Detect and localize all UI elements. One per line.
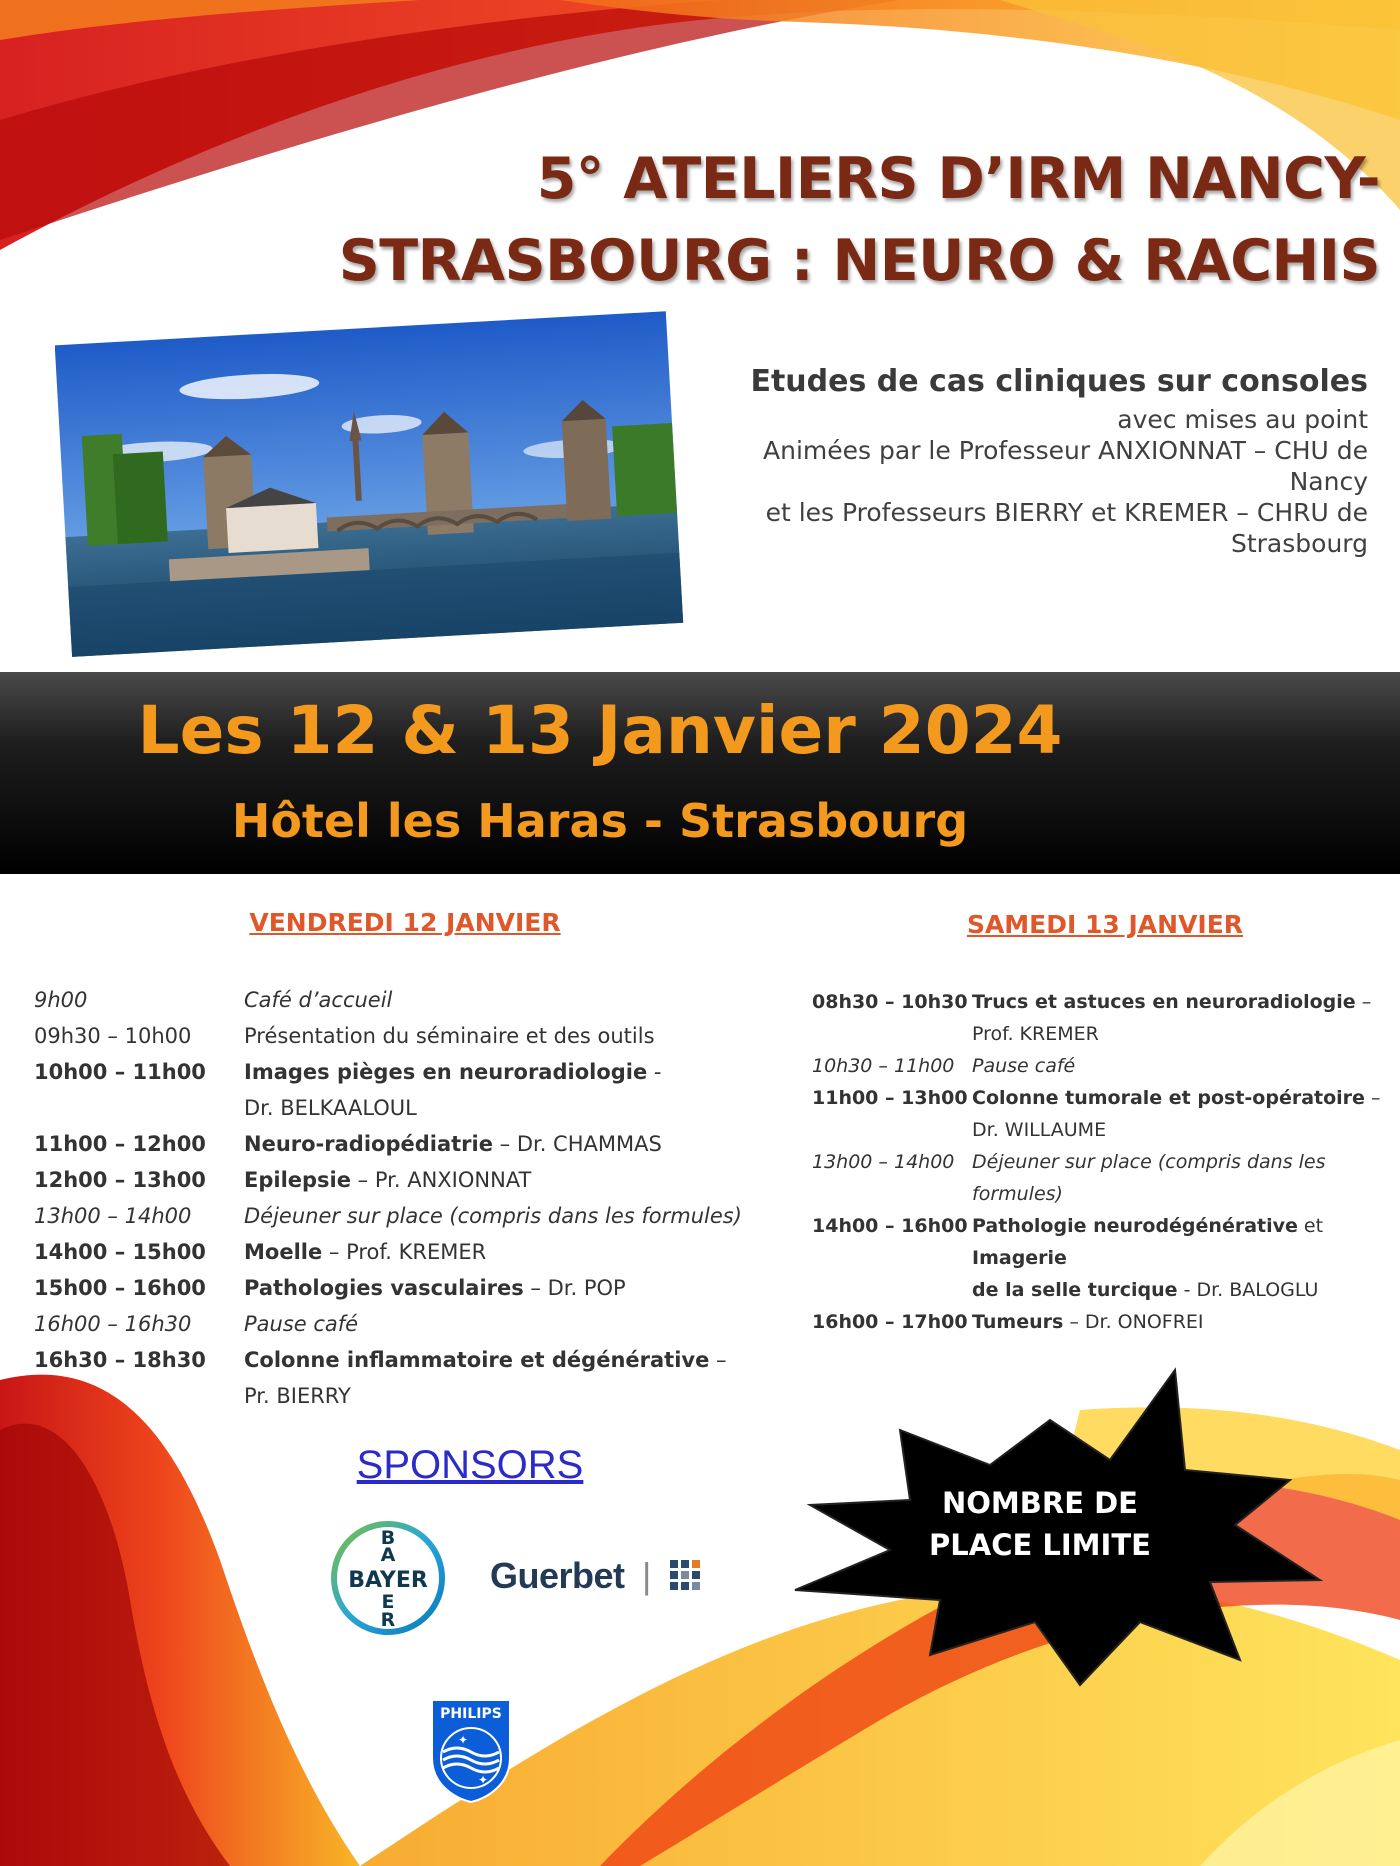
session-speaker: Prof. KREMER [972, 1023, 1099, 1045]
info-block [700, 362, 1368, 559]
info-line-2: Animées par le Professeur ANXIONNAT – CHU de [763, 436, 1368, 465]
session-speaker: – Dr. ONOFREI [1063, 1311, 1204, 1333]
badge-line-2: PLACE LIMITE [929, 1528, 1151, 1562]
time-cell: 09h30 – 10h00 [34, 1024, 192, 1048]
info-line-5: Strasbourg [1230, 529, 1368, 558]
session-title: Pause café [244, 1312, 359, 1336]
time-cell: 11h00 – 13h00 [812, 1087, 968, 1109]
session-title: Colonne inflammatoire et dégénérative [244, 1348, 710, 1372]
table-row [34, 1270, 774, 1306]
info-heading: Etudes de cas cliniques sur consoles [750, 364, 1368, 399]
table-row [812, 1082, 1392, 1146]
session-title: Pathologie neurodégénérative [972, 1215, 1298, 1237]
session-speaker: – Pr. ANXIONNAT [351, 1168, 532, 1192]
session-speaker: - [647, 1060, 662, 1084]
saturday-heading: SAMEDI 13 JANVIER [966, 910, 1244, 939]
sponsors-heading: SPONSORS [356, 1443, 584, 1487]
session-speaker: – Prof. KREMER [322, 1240, 487, 1264]
svg-text:✦: ✦ [478, 1773, 489, 1787]
title-line-1: 5° ATELIERS D’IRM NANCY- [536, 146, 1380, 212]
bayer-logo [330, 1520, 446, 1636]
table-row [34, 982, 774, 1018]
info-line-1: avec mises au point [1117, 405, 1368, 434]
session-speaker: – Dr. CHAMMAS [492, 1132, 662, 1156]
event-date: Les 12 & 13 Janvier 2024 [137, 692, 1063, 769]
time-cell: 14h00 – 16h00 [812, 1215, 968, 1237]
time-cell: 16h00 – 16h30 [34, 1312, 192, 1336]
table-row [812, 1050, 1392, 1082]
time-cell: 16h30 – 18h30 [34, 1348, 206, 1372]
table-row [34, 1342, 774, 1414]
friday-schedule [34, 982, 774, 1414]
info-line-4: et les Professeurs BIERRY et KREMER – CHRU de [765, 498, 1368, 527]
time-cell: 13h00 – 14h00 [34, 1204, 192, 1228]
time-cell: 10h30 – 11h00 [812, 1055, 955, 1077]
saturday-schedule [812, 986, 1392, 1338]
bayer-wordmark: BAYER [348, 1568, 428, 1593]
table-row [34, 1018, 774, 1054]
session-title: Tumeurs [972, 1311, 1064, 1333]
page-title [280, 138, 1380, 302]
table-row [34, 1162, 774, 1198]
strasbourg-photo [55, 300, 685, 670]
session-title: Neuro-radiopédiatrie [244, 1132, 493, 1156]
table-row [812, 1210, 1392, 1306]
info-line-3: Nancy [1289, 467, 1368, 496]
svg-text:E: E [381, 1591, 395, 1613]
session-title: Présentation du séminaire et des outils [244, 1024, 655, 1048]
session-speaker: – Dr. POP [523, 1276, 626, 1300]
title-line-2: STRASBOURG : NEURO & RACHIS [338, 228, 1380, 294]
session-title: Trucs et astuces en neuroradiologie [972, 991, 1356, 1013]
session-title: Moelle [244, 1240, 323, 1264]
svg-text:B: B [380, 1527, 396, 1549]
svg-text:A: A [380, 1544, 396, 1566]
table-row [34, 1306, 774, 1342]
table-row [34, 1054, 774, 1126]
time-cell: 11h00 – 12h00 [34, 1132, 206, 1156]
table-row [34, 1198, 774, 1234]
session-title-continued: formules) [972, 1183, 1063, 1205]
session-speaker: Dr. BELKAALOUL [244, 1096, 417, 1120]
philips-logo [428, 1696, 514, 1804]
session-speaker: Dr. WILLAUME [972, 1119, 1107, 1141]
session-title: Colonne tumorale et post-opératoire [972, 1087, 1365, 1109]
time-cell: 13h00 – 14h00 [812, 1151, 955, 1173]
session-title: de la selle turcique [972, 1279, 1178, 1301]
table-row [34, 1126, 774, 1162]
table-row [34, 1234, 774, 1270]
session-speaker: – [1364, 1087, 1381, 1109]
session-speaker: – [1355, 991, 1372, 1013]
time-cell: 9h00 [34, 988, 88, 1012]
table-row [812, 986, 1392, 1050]
session-speaker: - Dr. BALOGLU [1177, 1279, 1319, 1301]
time-cell: 10h00 – 11h00 [34, 1060, 206, 1084]
guerbet-grid-icon [670, 1560, 700, 1590]
time-cell: 15h00 – 16h00 [34, 1276, 206, 1300]
svg-text:✦: ✦ [458, 1733, 469, 1747]
philips-wordmark: PHILIPS [440, 1706, 502, 1722]
badge-line-1: NOMBRE DE [941, 1486, 1138, 1520]
time-cell: 16h00 – 17h00 [812, 1311, 968, 1333]
session-title: Images pièges en neuroradiologie [244, 1060, 648, 1084]
session-speaker: – [709, 1348, 727, 1372]
session-title: Epilepsie [244, 1168, 351, 1192]
session-title: Pause café [972, 1055, 1076, 1077]
session-title: Déjeuner sur place (compris dans les [972, 1151, 1326, 1173]
time-cell: 08h30 – 10h30 [812, 991, 968, 1013]
limited-places-text [880, 1482, 1200, 1566]
svg-text:R: R [380, 1609, 396, 1631]
table-row [812, 1306, 1392, 1338]
friday-heading: VENDREDI 12 JANVIER [249, 908, 561, 937]
table-row [812, 1146, 1392, 1210]
session-speaker: Pr. BIERRY [244, 1384, 351, 1408]
session-title: Pathologies vasculaires [244, 1276, 524, 1300]
time-cell: 14h00 – 15h00 [34, 1240, 206, 1264]
time-cell: 12h00 – 13h00 [34, 1168, 206, 1192]
session-connector: et [1297, 1215, 1324, 1237]
session-title: Café d’accueil [244, 988, 393, 1012]
guerbet-wordmark: Guerbet [490, 1555, 625, 1596]
session-title: Déjeuner sur place (compris dans les formules) [244, 1204, 742, 1228]
guerbet-logo: Guerbet | [490, 1555, 700, 1597]
session-title: Imagerie [972, 1247, 1067, 1269]
event-venue: Hôtel les Haras - Strasbourg [231, 794, 969, 848]
